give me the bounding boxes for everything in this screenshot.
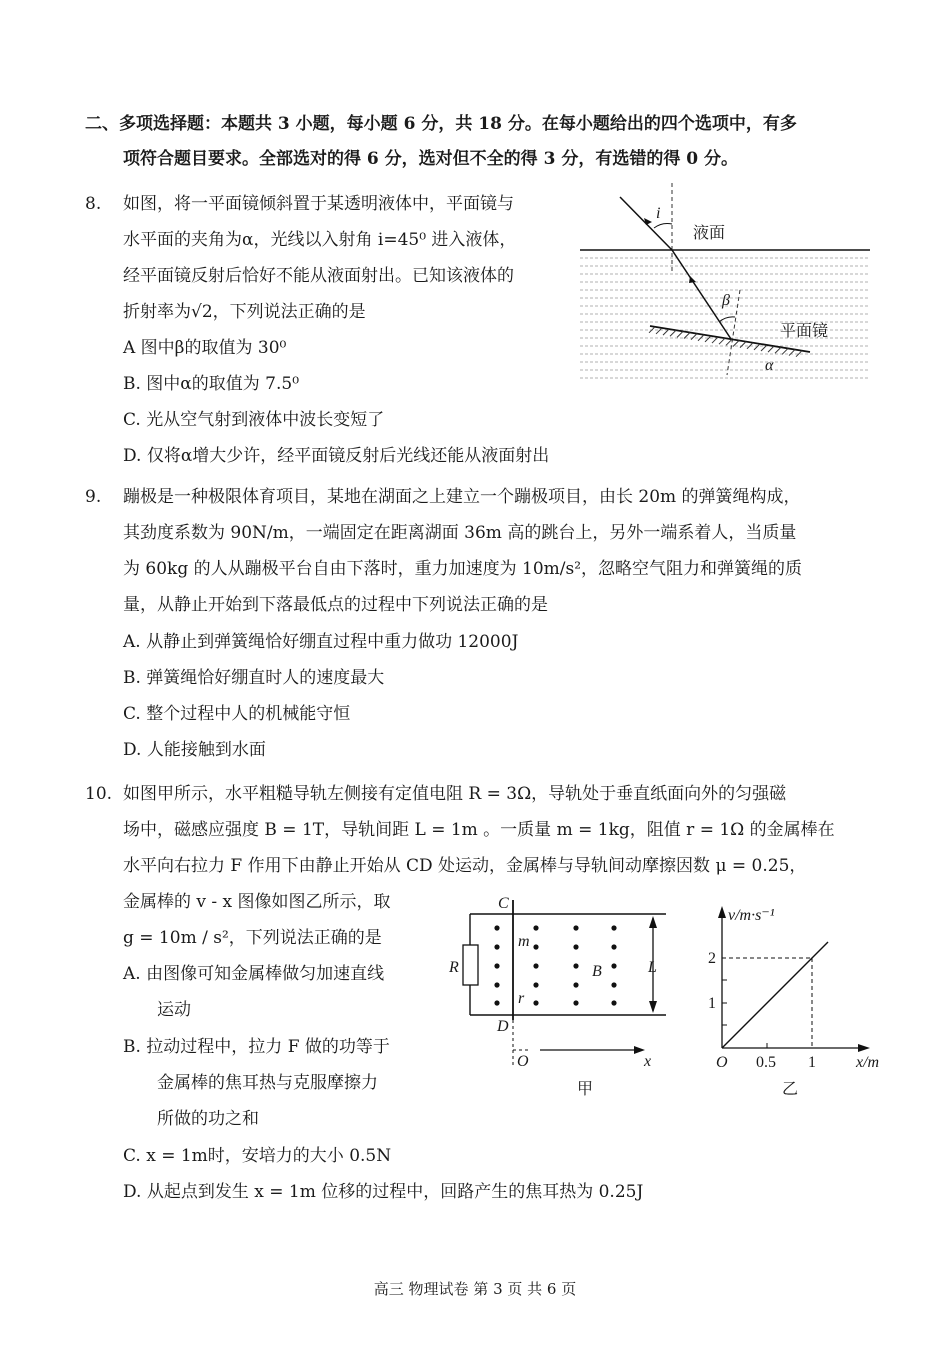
question-text: 经平面镜反射后恰好不能从液面射出。已知该液体的 xyxy=(123,266,514,286)
page-footer: 高三 物理试卷 第 3 页 共 6 页 xyxy=(373,1280,577,1298)
option-a: A. 由图像可知金属棒做匀加速直线 xyxy=(123,964,385,984)
question-number: 8. xyxy=(85,194,102,214)
option-b: 金属棒的焦耳热与克服摩擦力 xyxy=(157,1073,378,1093)
field-dot xyxy=(494,944,499,949)
field-dot xyxy=(611,982,616,987)
label-alpha: α xyxy=(765,357,774,374)
question-text: 为 60kg 的人从蹦极平台自由下落时，重力加速度为 10m/s²，忽略空气阻力和弹簧绳的质 xyxy=(123,559,803,579)
question-text: 如图，将一平面镜倾斜置于某透明液体中，平面镜与 xyxy=(123,194,514,214)
label-x: x xyxy=(644,1053,652,1070)
y-tick-1: 1 xyxy=(708,995,716,1012)
x-axis-label: x/m xyxy=(856,1054,880,1071)
angle-i-arc xyxy=(654,224,672,229)
question-text: 水平面的夹角为α，光线以入射角 i=45⁰ 进入液体， xyxy=(123,230,517,250)
option-b: B. 拉动过程中，拉力 F 做的功等于 xyxy=(123,1037,390,1057)
label-m: m xyxy=(518,933,530,950)
option-a: A. 从静止到弹簧绳恰好绷直过程中重力做功 12000J xyxy=(123,632,519,652)
option-c: C. 光从空气射到液体中波长变短了 xyxy=(123,410,385,430)
label-r: r xyxy=(518,990,525,1007)
question-text: 如图甲所示，水平粗糙导轨左侧接有定值电阻 R = 3Ω，导轨处于垂直纸面向外的匀强磁 xyxy=(123,784,787,804)
question-text: 折射率为√2，下列说法正确的是 xyxy=(123,302,366,322)
field-dot xyxy=(494,982,499,987)
question-text: 其劲度系数为 90N/m，一端固定在距离湖面 36m 高的跳台上，另外一端系着人，当质量 xyxy=(123,523,797,543)
label-i: i xyxy=(656,205,661,222)
field-dot xyxy=(533,1000,538,1005)
question-text: 蹦极是一种极限体育项目，某地在湖面之上建立一个蹦极项目，由长 20m 的弹簧绳构成， xyxy=(123,487,801,507)
option-d: D. 从起点到发生 x = 1m 位移的过程中，回路产生的焦耳热为 0.25J xyxy=(123,1182,644,1202)
section-header: 项符合题目要求。全部选对的得 6 分，选对但不全的得 3 分，有选错的得 0 分。 xyxy=(123,149,738,169)
question-number: 9. xyxy=(85,487,102,507)
circuit-diagram xyxy=(463,900,666,1068)
label-c: C xyxy=(498,895,509,912)
option-b: B. 图中α的取值为 7.5⁰ xyxy=(123,374,300,394)
option-a: 运动 xyxy=(157,1000,191,1020)
x-tick-1: 1 xyxy=(808,1054,816,1071)
section-header: 二、多项选择题：本题共 3 小题，每小题 6 分，共 18 分。在每小题给出的四个选项中，有多 xyxy=(85,114,797,134)
option-a: A 图中β的取值为 30⁰ xyxy=(123,338,287,358)
field-dot xyxy=(533,963,538,968)
y-tick-2: 2 xyxy=(708,950,716,967)
question-text: 金属棒的 v - x 图像如图乙所示，取 xyxy=(123,892,391,912)
arrow-icon xyxy=(644,218,652,225)
field-dot xyxy=(573,925,578,930)
arrow-icon xyxy=(689,276,696,283)
field-dot xyxy=(573,963,578,968)
x-tick-0-5: 0.5 xyxy=(756,1054,776,1071)
field-dot xyxy=(611,925,616,930)
figure-caption-jia: 甲 xyxy=(577,1081,594,1098)
graph-origin: O xyxy=(716,1054,728,1071)
refraction-diagram xyxy=(580,183,870,378)
field-dot xyxy=(611,1000,616,1005)
question-text: 水平向右拉力 F 作用下由静止开始从 CD 处运动，金属棒与导轨间动摩擦因数 μ = 0.25， xyxy=(123,856,807,876)
angle-beta-arc xyxy=(719,317,735,322)
field-dot xyxy=(494,963,499,968)
label-beta: β xyxy=(722,292,730,309)
field-dot xyxy=(573,1000,578,1005)
label-resistor: R xyxy=(449,959,459,976)
field-dot xyxy=(573,944,578,949)
option-d: D. 仅将α增大少许，经平面镜反射后光线还能从液面射出 xyxy=(123,446,550,466)
field-dot xyxy=(494,1000,499,1005)
field-dot xyxy=(611,944,616,949)
field-dot xyxy=(533,982,538,987)
question-number: 10. xyxy=(85,784,113,804)
option-d: D. 人能接触到水面 xyxy=(123,740,266,760)
field-dot xyxy=(533,944,538,949)
option-c: C. x = 1m时，安培力的大小 0.5N xyxy=(123,1146,392,1166)
label-mirror: 平面镜 xyxy=(780,323,829,340)
label-l: L xyxy=(648,959,657,976)
label-origin: O xyxy=(517,1053,529,1070)
option-b: 所做的功之和 xyxy=(157,1109,259,1129)
field-dot xyxy=(573,982,578,987)
label-surface: 液面 xyxy=(693,225,726,242)
field-dot xyxy=(533,925,538,930)
question-text: g = 10m / s²，下列说法正确的是 xyxy=(123,928,382,948)
label-d: D xyxy=(497,1018,509,1035)
figure-caption-yi: 乙 xyxy=(782,1081,799,1098)
question-text: 场中，磁感应强度 B = 1T，导轨间距 L = 1m 。一质量 m = 1kg，阻值 r = 1Ω 的金属棒在 xyxy=(123,820,835,840)
field-dot xyxy=(494,925,499,930)
label-b: B xyxy=(592,963,602,980)
resistor xyxy=(463,945,478,985)
y-axis-label: v/m·s⁻¹ xyxy=(728,907,775,924)
option-b: B. 弹簧绳恰好绷直时人的速度最大 xyxy=(123,668,385,688)
question-text: 量，从静止开始到下落最低点的过程中下列说法正确的是 xyxy=(123,595,548,615)
field-dot xyxy=(611,963,616,968)
v-x-graph xyxy=(718,906,870,1052)
option-c: C. 整个过程中人的机械能守恒 xyxy=(123,704,351,724)
